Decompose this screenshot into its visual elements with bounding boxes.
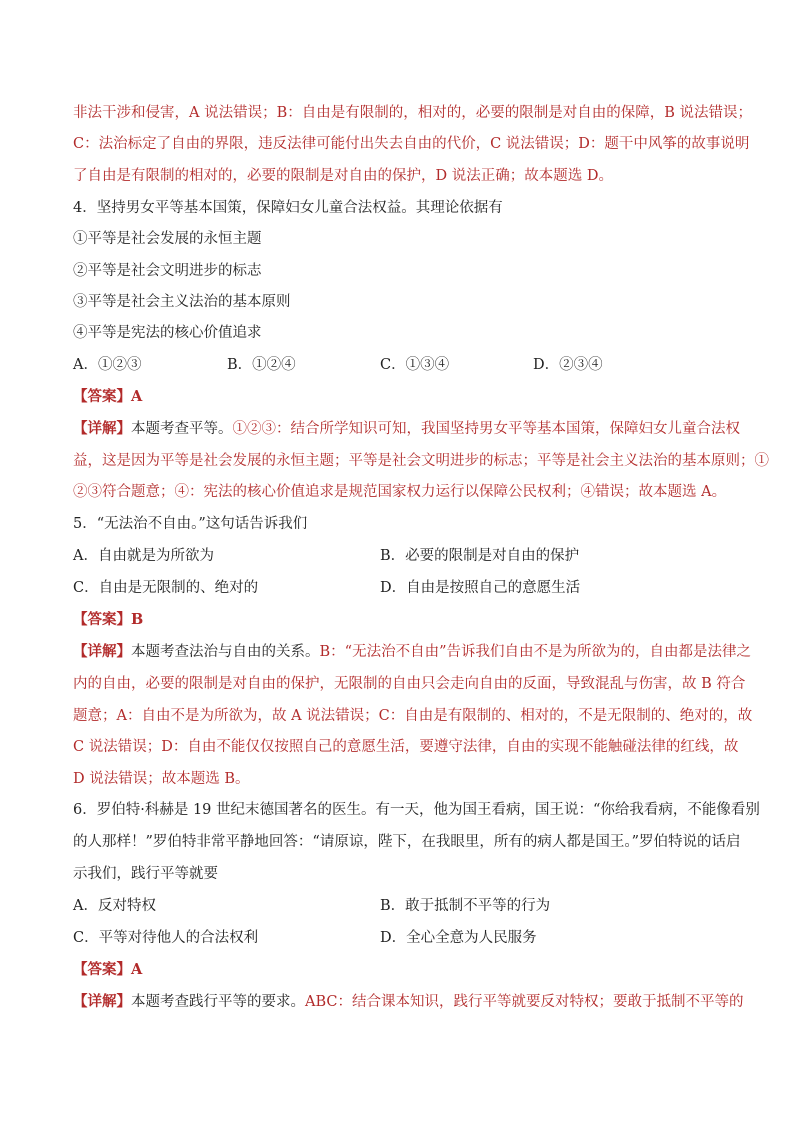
question-6-option-d: D．全心全意为人民服务	[380, 930, 537, 946]
explanation-line: 非法干涉和侵害，A 说法错误；B：自由是有限制的，相对的，必要的限制是对自由的保障，B 说法错误；	[73, 105, 752, 121]
question-6-option-b: B．敢于抵制不平等的行为	[380, 898, 551, 914]
question-6-stem: 6．罗伯特·科赫是 19 世纪末德国著名的医生。有一天，他为国王看病，国王说：“你给我看病，不能像看别	[73, 802, 760, 818]
question-5-answer: 【答案】B	[73, 611, 144, 628]
question-4-detail-line: ②③符合题意；④：宪法的核心价值追求是规范国家权力运行以保障公民权利；④错误；故本题选 A。	[73, 484, 727, 500]
question-5-option-a: A．自由就是为所欲为	[73, 548, 214, 564]
detail-topic: 本题考查践行平等的要求。	[131, 994, 305, 1010]
question-5-option-d: D．自由是按照自己的意愿生活	[380, 580, 581, 596]
detail-topic: 本题考查平等。	[131, 421, 233, 437]
question-4-item: ③平等是社会主义法治的基本原则	[73, 294, 291, 310]
question-4-item: ②平等是社会文明进步的标志	[73, 263, 262, 279]
question-4-stem: 4．坚持男女平等基本国策，保障妇女儿童合法权益。其理论依据有	[73, 200, 503, 216]
detail-label: 【详解】	[73, 993, 131, 1010]
question-4-detail-line: 益，这是因为平等是社会发展的永恒主题；平等是社会文明进步的标志；平等是社会主义法治的基本原则；①	[73, 453, 769, 469]
question-6-answer: 【答案】A	[73, 961, 143, 978]
question-4-option-d: D．②③④	[533, 357, 603, 373]
question-5-stem: 5．“无法治不自由。”这句话告诉我们	[73, 516, 308, 532]
question-5-option-c: C．自由是无限制的、绝对的	[73, 580, 259, 596]
question-5-option-b: B．必要的限制是对自由的保护	[380, 548, 580, 564]
question-5-detail-line: D 说法错误；故本题选 B。	[73, 771, 250, 787]
question-5-detail-line: 题意；A：自由不是为所欲为，故 A 说法错误；C：自由是有限制的、相对的，不是无限制的、绝对的，故	[73, 708, 753, 724]
question-4-item: ④平等是宪法的核心价值追求	[73, 325, 262, 341]
explanation-line: 了自由是有限制的相对的，必要的限制是对自由的保护，D 说法正确；故本题选 D。	[73, 168, 613, 184]
question-5-detail-line: 内的自由，必要的限制是对自由的保护，无限制的自由只会走向自由的反面，导致混乱与伤害，故 B 符合	[73, 676, 746, 692]
detail-text: ①②③：结合所学知识可知，我国坚持男女平等基本国策，保障妇女儿童合法权	[232, 421, 740, 437]
question-5-detail-line: C 说法错误；D：自由不能仅仅按照自己的意愿生活，要遵守法律，自由的实现不能触碰法律的红线，故	[73, 739, 739, 755]
detail-label: 【详解】	[73, 420, 131, 437]
detail-label: 【详解】	[73, 643, 131, 660]
detail-text: ABC：结合课本知识，践行平等就要反对特权；要敢于抵制不平等的	[305, 994, 744, 1010]
explanation-line: C：法治标定了自由的界限，违反法律可能付出失去自由的代价，C 说法错误；D：题干中风筝的故事说明	[73, 136, 750, 152]
question-6-stem: 的人那样！”罗伯特非常平静地回答：“请原谅，陛下，在我眼里，所有的病人都是国王。”罗伯特说的话启	[73, 834, 741, 850]
detail-topic: 本题考查法治与自由的关系。	[131, 644, 320, 660]
question-4-option-a: A．①②③	[73, 357, 142, 373]
detail-text: B：“无法治不自由”告诉我们自由不是为所欲为的，自由都是法律之	[319, 644, 751, 660]
question-4-detail-line	[73, 419, 740, 439]
question-4-item: ①平等是社会发展的永恒主题	[73, 231, 262, 247]
question-4-option-c: C．①③④	[380, 357, 450, 373]
question-6-detail-line	[73, 992, 744, 1012]
question-4-option-b: B．①②④	[227, 357, 296, 373]
question-6-stem: 示我们，践行平等就要	[73, 866, 218, 882]
question-5-detail-line	[73, 642, 751, 662]
question-4-answer: 【答案】A	[73, 388, 143, 405]
question-6-option-a: A．反对特权	[73, 898, 156, 914]
question-6-option-c: C．平等对待他人的合法权利	[73, 930, 259, 946]
